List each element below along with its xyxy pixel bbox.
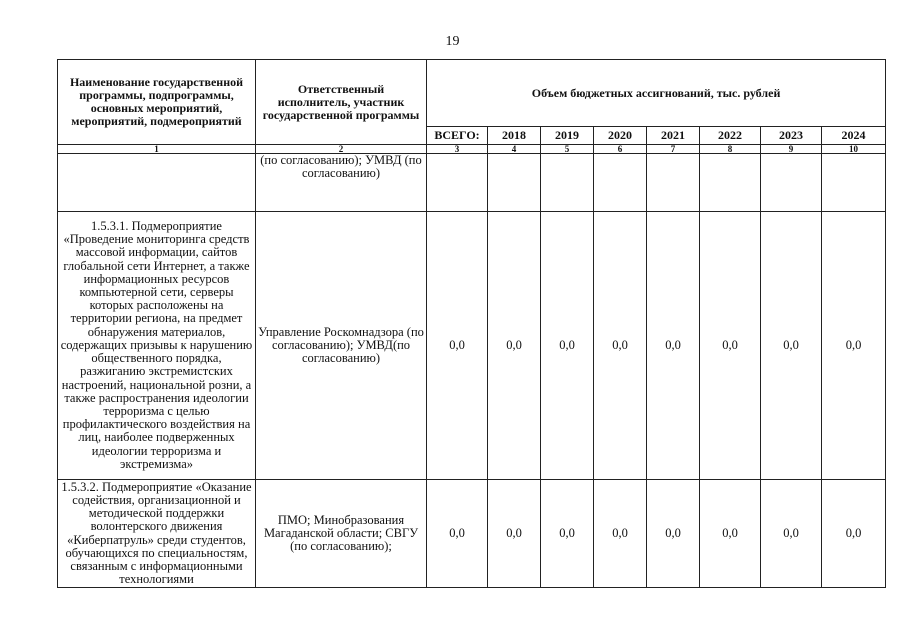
value-2024 — [822, 154, 886, 212]
header-name-column: Наименование государственной программы, подпрограммы, основных мероприятий, мероприятий, подмероприятий — [58, 60, 256, 145]
value-2020 — [594, 154, 647, 212]
header-total: ВСЕГО: — [427, 127, 488, 145]
column-number: 6 — [594, 145, 647, 154]
header-year-2024: 2024 — [822, 127, 886, 145]
column-number: 2 — [256, 145, 427, 154]
table-row — [58, 480, 886, 588]
value-total — [427, 154, 488, 212]
column-number: 1 — [58, 145, 256, 154]
column-number: 7 — [647, 145, 700, 154]
header-year-2019: 2019 — [541, 127, 594, 145]
row-name-cell: 1.5.3.2. Подмероприятие «Оказание содействия, организационной и методической поддержки волонтерского движения «Киберпатруль» среди студентов, обучающихся по специальностям, связанным с информационными технологиями — [58, 480, 256, 588]
budget-table — [57, 59, 886, 588]
header-year-2018: 2018 — [488, 127, 541, 145]
row-responsible-cell: Управление Роскомнадзора (по согласованию); УМВД(по согласованию) — [256, 212, 427, 480]
value-2022 — [700, 154, 761, 212]
row-name-cell: 1.5.3.1. Подмероприятие «Проведение мониторинга средств массовой информации, сайтов глобальной сети Интернет, а также информационных ресурсов компьютерной сети, серверы которых расположены на территории региона, на предмет обнаружения материалов, содержащих призывы к нарушению общественного порядка, разжиганию экстремистских настроений, национальной розни, а также распространения идеологии терроризма с целью профилактического воздействия на лиц, наиболее подверженных идеологии терроризма и экстремизма» — [58, 212, 256, 480]
row-responsible-cell: ПМО; Минобразования Магаданской области; СВГУ (по согласованию); — [256, 480, 427, 588]
value-total: 0,0 — [427, 212, 488, 480]
column-number: 8 — [700, 145, 761, 154]
value-2018: 0,0 — [488, 480, 541, 588]
value-2021: 0,0 — [647, 480, 700, 588]
value-2019: 0,0 — [541, 480, 594, 588]
table-row — [58, 212, 886, 480]
header-year-2021: 2021 — [647, 127, 700, 145]
column-number: 9 — [761, 145, 822, 154]
row-responsible-cell: (по согласованию); УМВД (по согласованию) — [256, 154, 427, 212]
header-year-2022: 2022 — [700, 127, 761, 145]
header-budget-column: Объем бюджетных ассигнований, тыс. рублей — [427, 60, 886, 127]
value-2022: 0,0 — [700, 212, 761, 480]
value-2021 — [647, 154, 700, 212]
value-2021: 0,0 — [647, 212, 700, 480]
value-2023: 0,0 — [761, 212, 822, 480]
column-number: 5 — [541, 145, 594, 154]
row-name-cell — [58, 154, 256, 212]
header-year-2020: 2020 — [594, 127, 647, 145]
column-number: 10 — [822, 145, 886, 154]
table-row — [58, 154, 886, 212]
value-2023: 0,0 — [761, 480, 822, 588]
page-number: 19 — [445, 34, 460, 49]
value-2018 — [488, 154, 541, 212]
value-2024: 0,0 — [822, 480, 886, 588]
value-2022: 0,0 — [700, 480, 761, 588]
value-2020: 0,0 — [594, 480, 647, 588]
value-2019: 0,0 — [541, 212, 594, 480]
column-number: 4 — [488, 145, 541, 154]
value-2023 — [761, 154, 822, 212]
value-2020: 0,0 — [594, 212, 647, 480]
value-total: 0,0 — [427, 480, 488, 588]
value-2024: 0,0 — [822, 212, 886, 480]
value-2018: 0,0 — [488, 212, 541, 480]
header-year-2023: 2023 — [761, 127, 822, 145]
column-number: 3 — [427, 145, 488, 154]
value-2019 — [541, 154, 594, 212]
header-responsible-column: Ответственный исполнитель, участник государственной программы — [256, 60, 427, 145]
